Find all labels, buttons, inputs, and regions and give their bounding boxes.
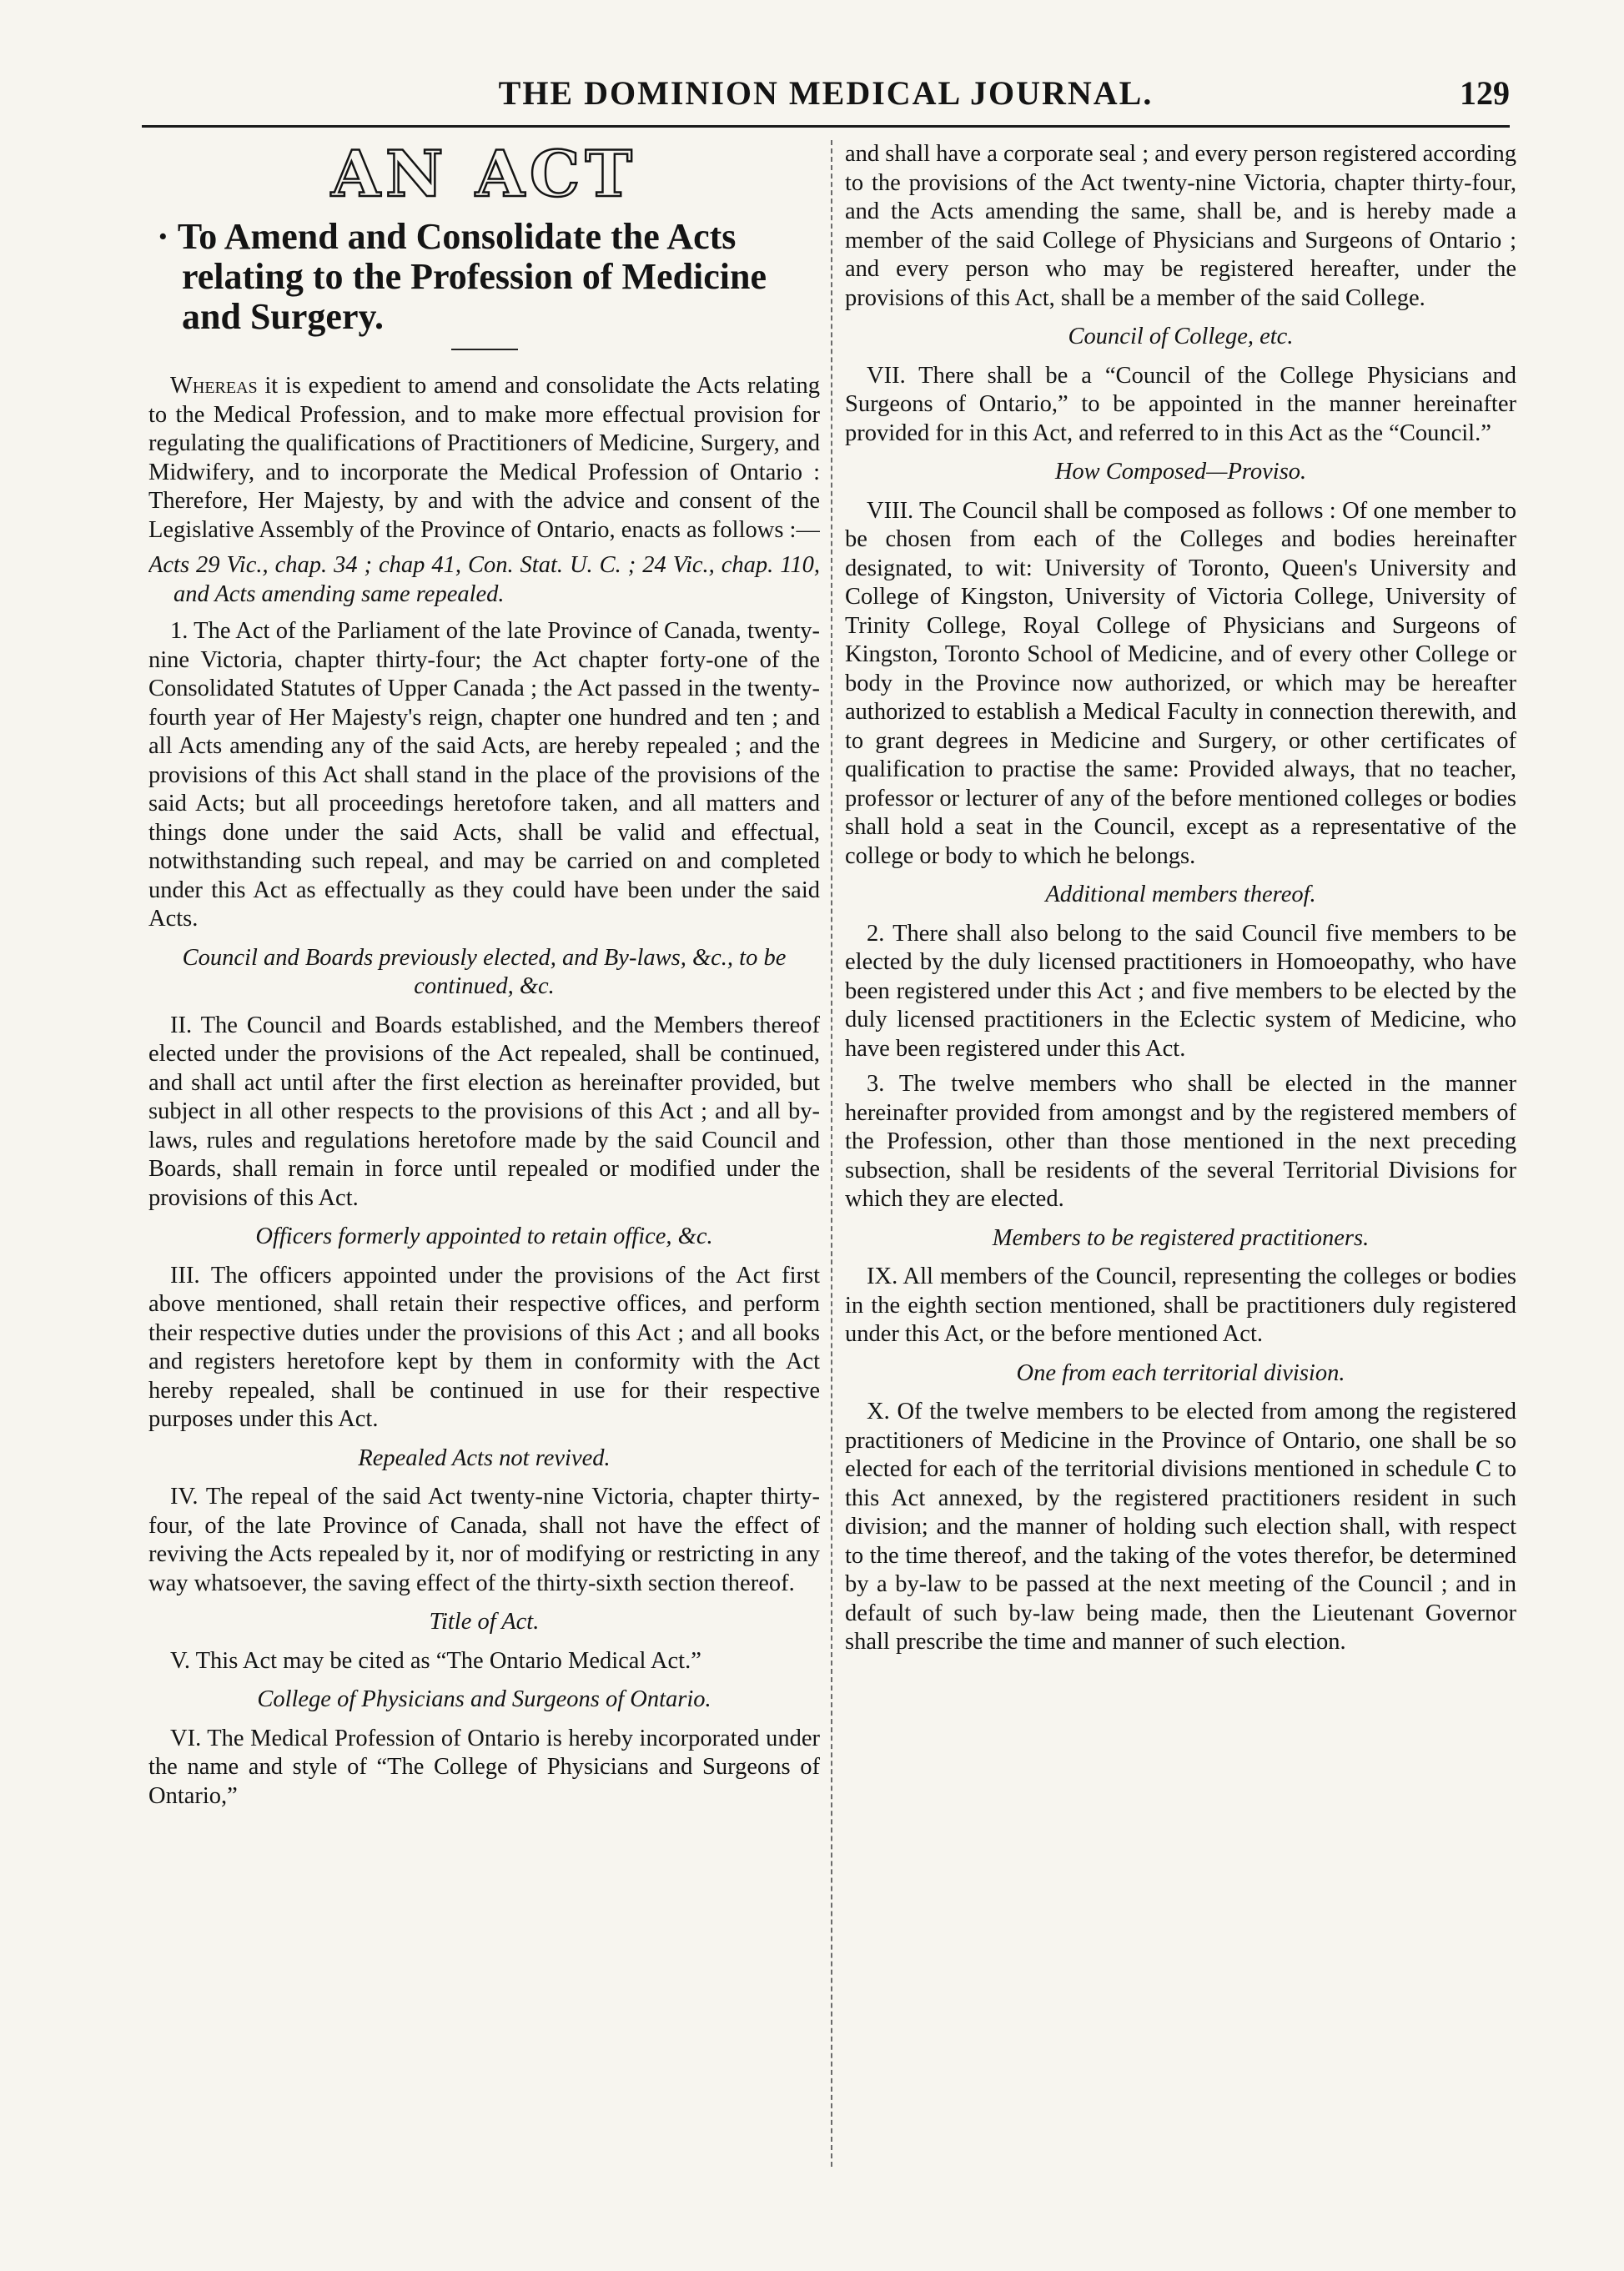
heading-section-8: How Composed—Proviso. (1054, 459, 1307, 485)
heading-section-2: Council and Boards previously elected, and By-laws, &c., to be continued, &c. (182, 944, 787, 999)
section-4: IV. The repeal of the said Act twenty-nine Victoria, chapter thirty-four, of the late Province of Canada, shall not have the effect of reviving the Acts repealed by it, nor of modifying or restricting in any way whatsoever, the saving effect of the thirty-sixth section thereof. (148, 1484, 820, 1596)
title-rule (451, 349, 518, 350)
section-3: III. The officers appointed under the provisions of the Act first above mentioned, shall retain their respective offices, and perform their respective duties under the provisions of this Act ; and all books and registers heretofore kept by them in conformity with the Act hereby repealed, shall be continued in use for their respective purposes under this Act. (148, 1262, 820, 1432)
header-rule (142, 125, 1510, 128)
running-header (142, 73, 1510, 123)
section-8-2: 2. There shall also belong to the said Council five members to be elected by the duly licensed practitioners in Homoeopathy, who have been registered under this Act ; and five members to be elected by the duly licensed practitioners in the Eclectic system of Medicine, who have been registered under this Act. (845, 920, 1516, 1062)
right-column (845, 140, 1516, 2167)
heading-section-9: Members to be registered practitioners. (992, 1224, 1370, 1251)
heading-section-8-additional: Additional members thereof. (1045, 882, 1316, 907)
heading-section-3: Officers formerly appointed to retain office, &c. (255, 1223, 713, 1249)
preamble-lead: Whereas (170, 373, 258, 399)
section-2: II. The Council and Boards established, and the Members thereof elected under the provisions of the Act repealed, shall be continued, and shall act until after the first election as hereinafter provided, but subject in all other respects to the provisions of this Act ; and all by-laws, rules and regulations heretofore made by the said Council and Boards, shall remain in force until repealed or modified under the provisions of this Act. (148, 1012, 820, 1211)
act-title: AN ACT (331, 140, 637, 211)
left-column (148, 140, 820, 2167)
section-8: VIII. The Council shall be composed as follows : Of one member to be chosen from each of the Colleges and bodies hereinafter designated, to wit: University of Toronto, Queen's University and College of Kingston, University of Victoria College, University of Trinity College, Royal College of Physicians and Surgeons of Kingston, Toronto School of Medicine, and of every other College or body in the Province now authorized, or which may be hereafter authorized to establish a Medical Faculty in connection therewith, and to grant degrees in Medicine and Surgery, or other certificates of qualification to practise the same: Provided always, that no teacher, professor or lecturer of any of the before mentioned colleges or bodies shall hold a seat in the Council, except as a representative of the college or body to which he belongs. (845, 497, 1516, 869)
heading-section-5: Title of Act. (429, 1609, 540, 1635)
column-divider (831, 140, 832, 2167)
section-10: X. Of the twelve members to be elected from among the registered practitioners of Medicine in the Province of Ontario, one shall be so elected for each of the territorial divisions mentioned in schedule C to this Act annexed, by the registered practitioners resident in such division; and the manner of holding such election shall, with respect to the time thereof, and the taking of the votes therefor, be determined by a by-law to be passed at the next meeting of the Council ; and in default of such by-law being made, then the Lieutenant Governor shall prescribe the time and manner of such election. (845, 1399, 1516, 1655)
section-1: 1. The Act of the Parliament of the late Province of Canada, twenty-nine Victoria, chapter thirty-four; the Act chapter forty-one of the Consolidated Statutes of Upper Canada ; the Act passed in the twenty-fourth year of Her Majesty's reign, chapter one hundred and ten ; and all Acts amending any of the said Acts, are hereby repealed ; and the provisions of this Act shall stand in the place of the provisions of the said Acts; but all proceedings heretofore taken, and all matters and things done under the said Acts, shall be valid and effectual, notwithstanding such repeal, and may be carried on and completed under this Act as effectually as they could have been under the said Acts. (148, 618, 820, 932)
heading-section-7: Council of College, etc. (1068, 324, 1294, 349)
section-6-continued: and shall have a corporate seal ; and every person registered according to the provisions of the Act twenty-nine Victoria, chapter thirty-four, and the Acts amending the same, shall be, and is hereby made a member of the said College of Physicians and Surgeons of Ontario ; and every person who may be registered hereafter, under the provisions of this Act, shall be a member of the said College. (845, 141, 1516, 311)
repeal-citation: Acts 29 Vic., chap. 34 ; chap 41, Con. Stat. U. C. ; 24 Vic., chap. 110, and Acts amending same repealed. (148, 552, 820, 607)
heading-section-10: One from each territorial division. (1016, 1359, 1345, 1386)
section-5: V. This Act may be cited as “The Ontario Medical Act.” (170, 1647, 701, 1674)
preamble-text: it is expedient to amend and consolidate the Acts relating to the Medical Profession, and to make more effectual provision for regulating the qualifications of Practitioners of Medicine, Surgery, and Midwifery, and to incorporate the Medical Profession of Ontario : Therefore, Her Majesty, by and with the advice and consent of the Legislative Assembly of the Province of Ontario, enacts as follows :— (148, 373, 820, 543)
act-subtitle: · To Amend and Consolidate the Acts relating to the Profession of Medicine and Surgery. (157, 216, 767, 337)
page-number: 129 (1460, 74, 1510, 112)
journal-title: THE DOMINION MEDICAL JOURNAL. (498, 74, 1154, 112)
section-7: VII. There shall be a “Council of the College Physicians and Surgeons of Ontario,” to be appointed in the manner hereinafter provided for in this Act, and referred to in this Act as the “Council.” (845, 362, 1516, 446)
section-8-3: 3. The twelve members who shall be elected in the manner hereinafter provided from amongst and by the registered members of the Profession, other than those mentioned in the next preceding subsection, shall be residents of the several Territorial Divisions for which they are elected. (845, 1071, 1516, 1212)
section-6: VI. The Medical Profession of Ontario is hereby incorporated under the name and style of “The College of Physicians and Surgeons of Ontario,” (148, 1725, 820, 1809)
heading-section-6: College of Physicians and Surgeons of Ontario. (257, 1686, 711, 1712)
heading-section-4: Repealed Acts not revived. (358, 1444, 611, 1471)
preamble (148, 372, 820, 545)
section-9: IX. All members of the Council, representing the colleges or bodies in the eighth section mentioned, shall be practitioners duly registered under this Act, or the before mentioned Act. (845, 1264, 1516, 1347)
